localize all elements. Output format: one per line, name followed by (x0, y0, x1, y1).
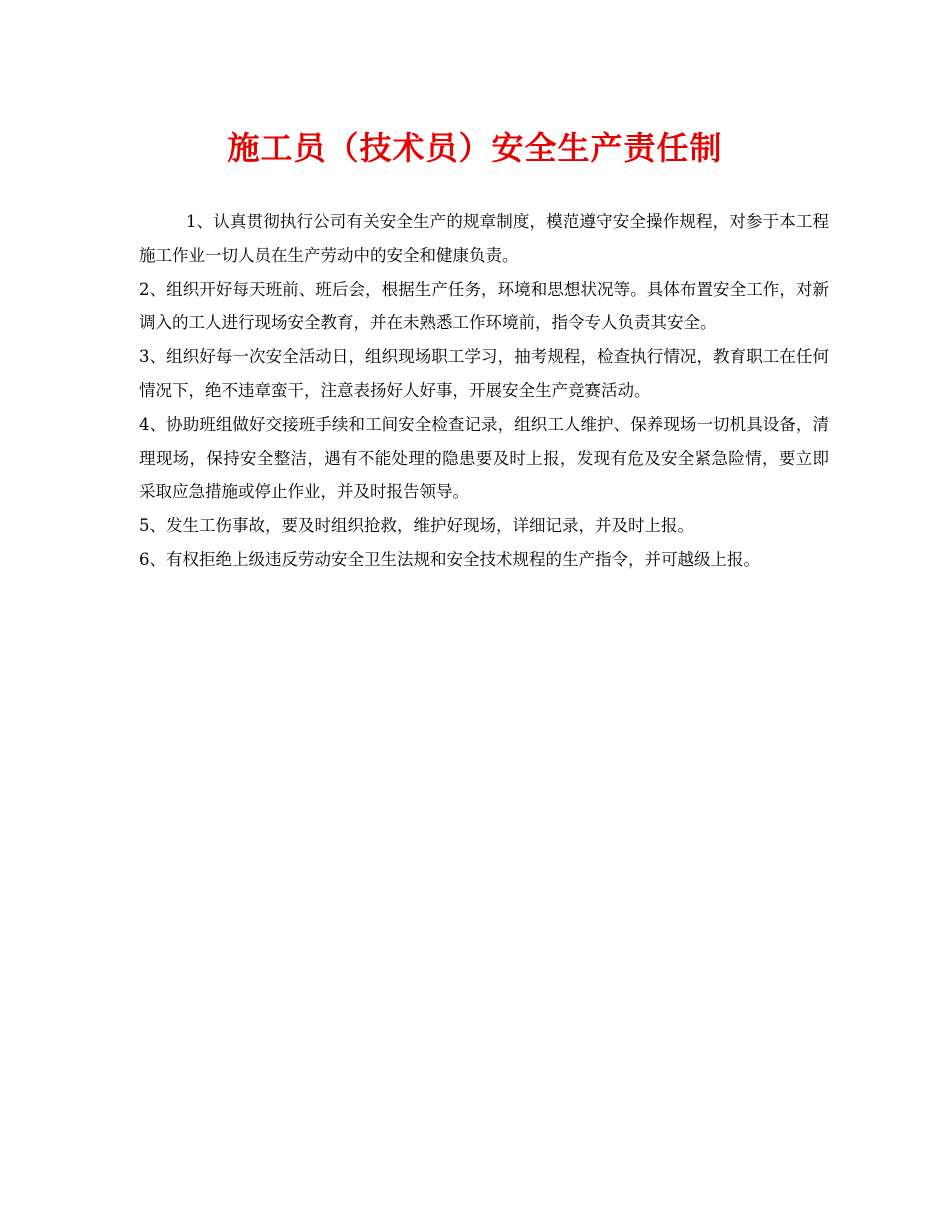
document-title: 施工员（技术员）安全生产责任制 (227, 129, 723, 167)
document-body (139, 205, 829, 577)
clause-3: 3、组织好每一次安全活动日，组织现场职工学习，抽考规程，检查执行情况，教育职工在任何情况下，绝不违章蛮干，注意表扬好人好事，开展安全生产竞赛活动。 (139, 347, 829, 400)
clause-1: 1、认真贯彻执行公司有关安全生产的规章制度，模范遵守安全操作规程，对参于本工程施工作业一切人员在生产劳动中的安全和健康负责。 (139, 212, 829, 265)
clause-6: 6、有权拒绝上级违反劳动安全卫生法规和安全技术规程的生产指令，并可越级上报。 (139, 549, 760, 569)
clause-4: 4、协助班组做好交接班手续和工间安全检查记录，组织工人维护、保养现场一切机具设备，清理现场，保持安全整洁，遇有不能处理的隐患要及时上报，发现有危及安全紧急险情，要立即采取应急措施或停止作业，并及时报告领导。 (139, 414, 829, 502)
clause-2: 2、组织开好每天班前、班后会，根据生产任务，环境和思想状况等。具体布置安全工作，对新调入的工人进行现场安全教育，并在未熟悉工作环境前，指令专人负责其安全。 (139, 279, 829, 333)
clause-5: 5、发生工伤事故，要及时组织抢救，维护好现场，详细记录，并及时上报。 (139, 516, 694, 536)
